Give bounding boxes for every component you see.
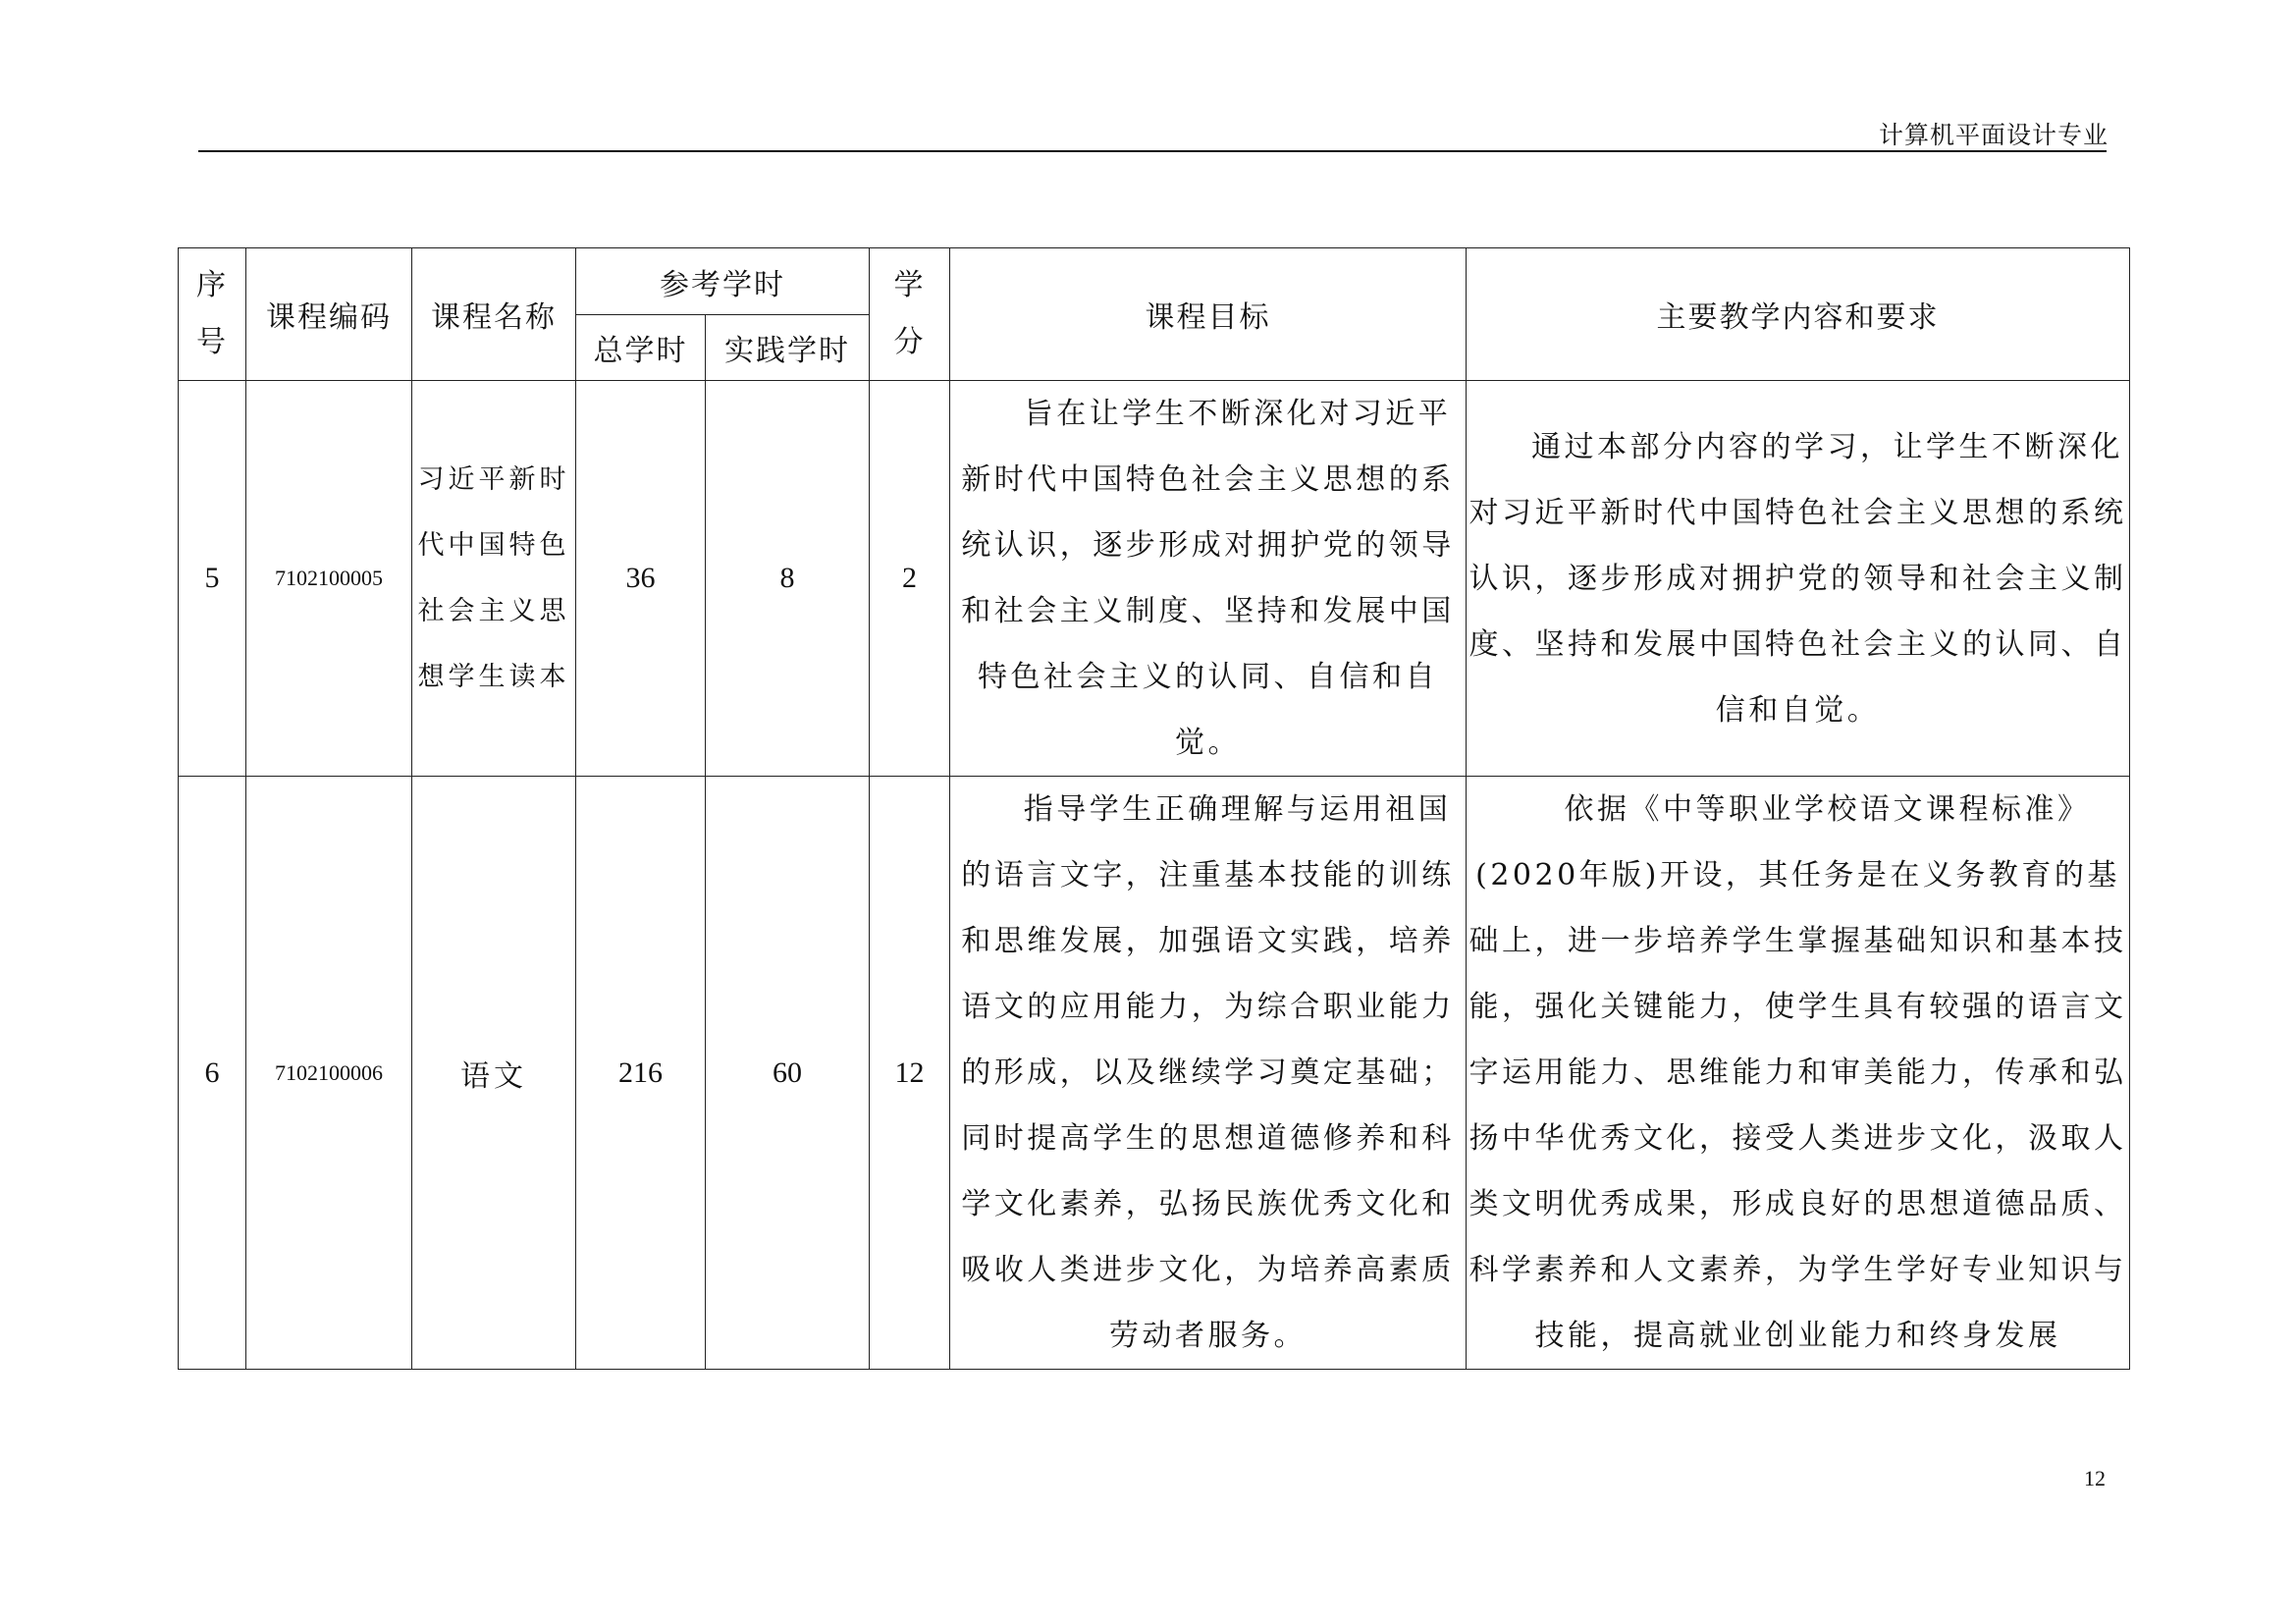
row-name: 语文 — [412, 777, 576, 1370]
header-total-hours: 总学时 — [576, 315, 706, 381]
page-header-title: 计算机平面设计专业 — [1878, 121, 2109, 149]
row-content — [1467, 381, 2130, 777]
header-ref-hours: 参考学时 — [576, 248, 870, 315]
page-number: 12 — [2084, 1466, 2106, 1490]
row-name: 习近平新时代中国特色社会主义思想学生读本 — [412, 381, 576, 777]
row-practice-hours: 60 — [706, 777, 870, 1370]
header-content: 主要教学内容和要求 — [1467, 248, 2130, 381]
row-code: 7102100006 — [246, 777, 412, 1370]
row-total-hours: 36 — [576, 381, 706, 777]
header-credits: 学分 — [870, 248, 950, 381]
header-rule — [198, 150, 2107, 152]
row-goal — [950, 777, 1467, 1370]
header-seq: 序号 — [179, 248, 246, 381]
row-content-text: 通过本部分内容的学习，让学生不断深化对习近平新时代中国特色社会主义思想的系统认识，逐步形成对拥护党的领导和社会主义制度、坚持和发展中国特色社会主义的认同、自信和自觉。 — [1468, 429, 2127, 728]
row-goal — [950, 381, 1467, 777]
row-credits: 2 — [870, 381, 950, 777]
row-goal-text: 旨在让学生不断深化对习近平新时代中国特色社会主义思想的系统认识，逐步形成对拥护党的领导和社会主义制度、坚持和发展中国特色社会主义的认同、自信和自觉。 — [961, 397, 1455, 760]
row-credits: 12 — [870, 777, 950, 1370]
course-table — [178, 247, 2130, 1370]
row-seq: 5 — [179, 381, 246, 777]
row-content — [1467, 777, 2130, 1370]
table-header-row — [179, 248, 2130, 315]
row-total-hours: 216 — [576, 777, 706, 1370]
row-goal-text: 指导学生正确理解与运用祖国的语言文字，注重基本技能的训练和思维发展，加强语文实践，培养语文的应用能力，为综合职业能力的形成，以及继续学习奠定基础；同时提高学生的思想道德修养和科学文化素养，弘扬民族优秀文化和吸收人类进步文化，为培养高素质劳动者服务。 — [961, 792, 1455, 1353]
header-code: 课程编码 — [246, 248, 412, 381]
row-practice-hours: 8 — [706, 381, 870, 777]
row-seq: 6 — [179, 777, 246, 1370]
header-name: 课程名称 — [412, 248, 576, 381]
header-practice-hours: 实践学时 — [706, 315, 870, 381]
table-row — [179, 777, 2130, 1370]
header-goal: 课程目标 — [950, 248, 1467, 381]
row-content-text: 依据《中等职业学校语文课程标准》(2020年版)开设，其任务是在义务教育的基础上，进一步培养学生掌握基础知识和基本技能，强化关键能力，使学生具有较强的语言文字运用能力、思维能力和审美能力，传承和弘扬中华优秀文化，接受人类进步文化，汲取人类文明优秀成果，形成良好的思想道德品质、科学素养和人文素养，为学生学好专业知识与技能，提高就业创业能力和终身发展 — [1468, 792, 2127, 1353]
row-code: 7102100005 — [246, 381, 412, 777]
table-row — [179, 381, 2130, 777]
